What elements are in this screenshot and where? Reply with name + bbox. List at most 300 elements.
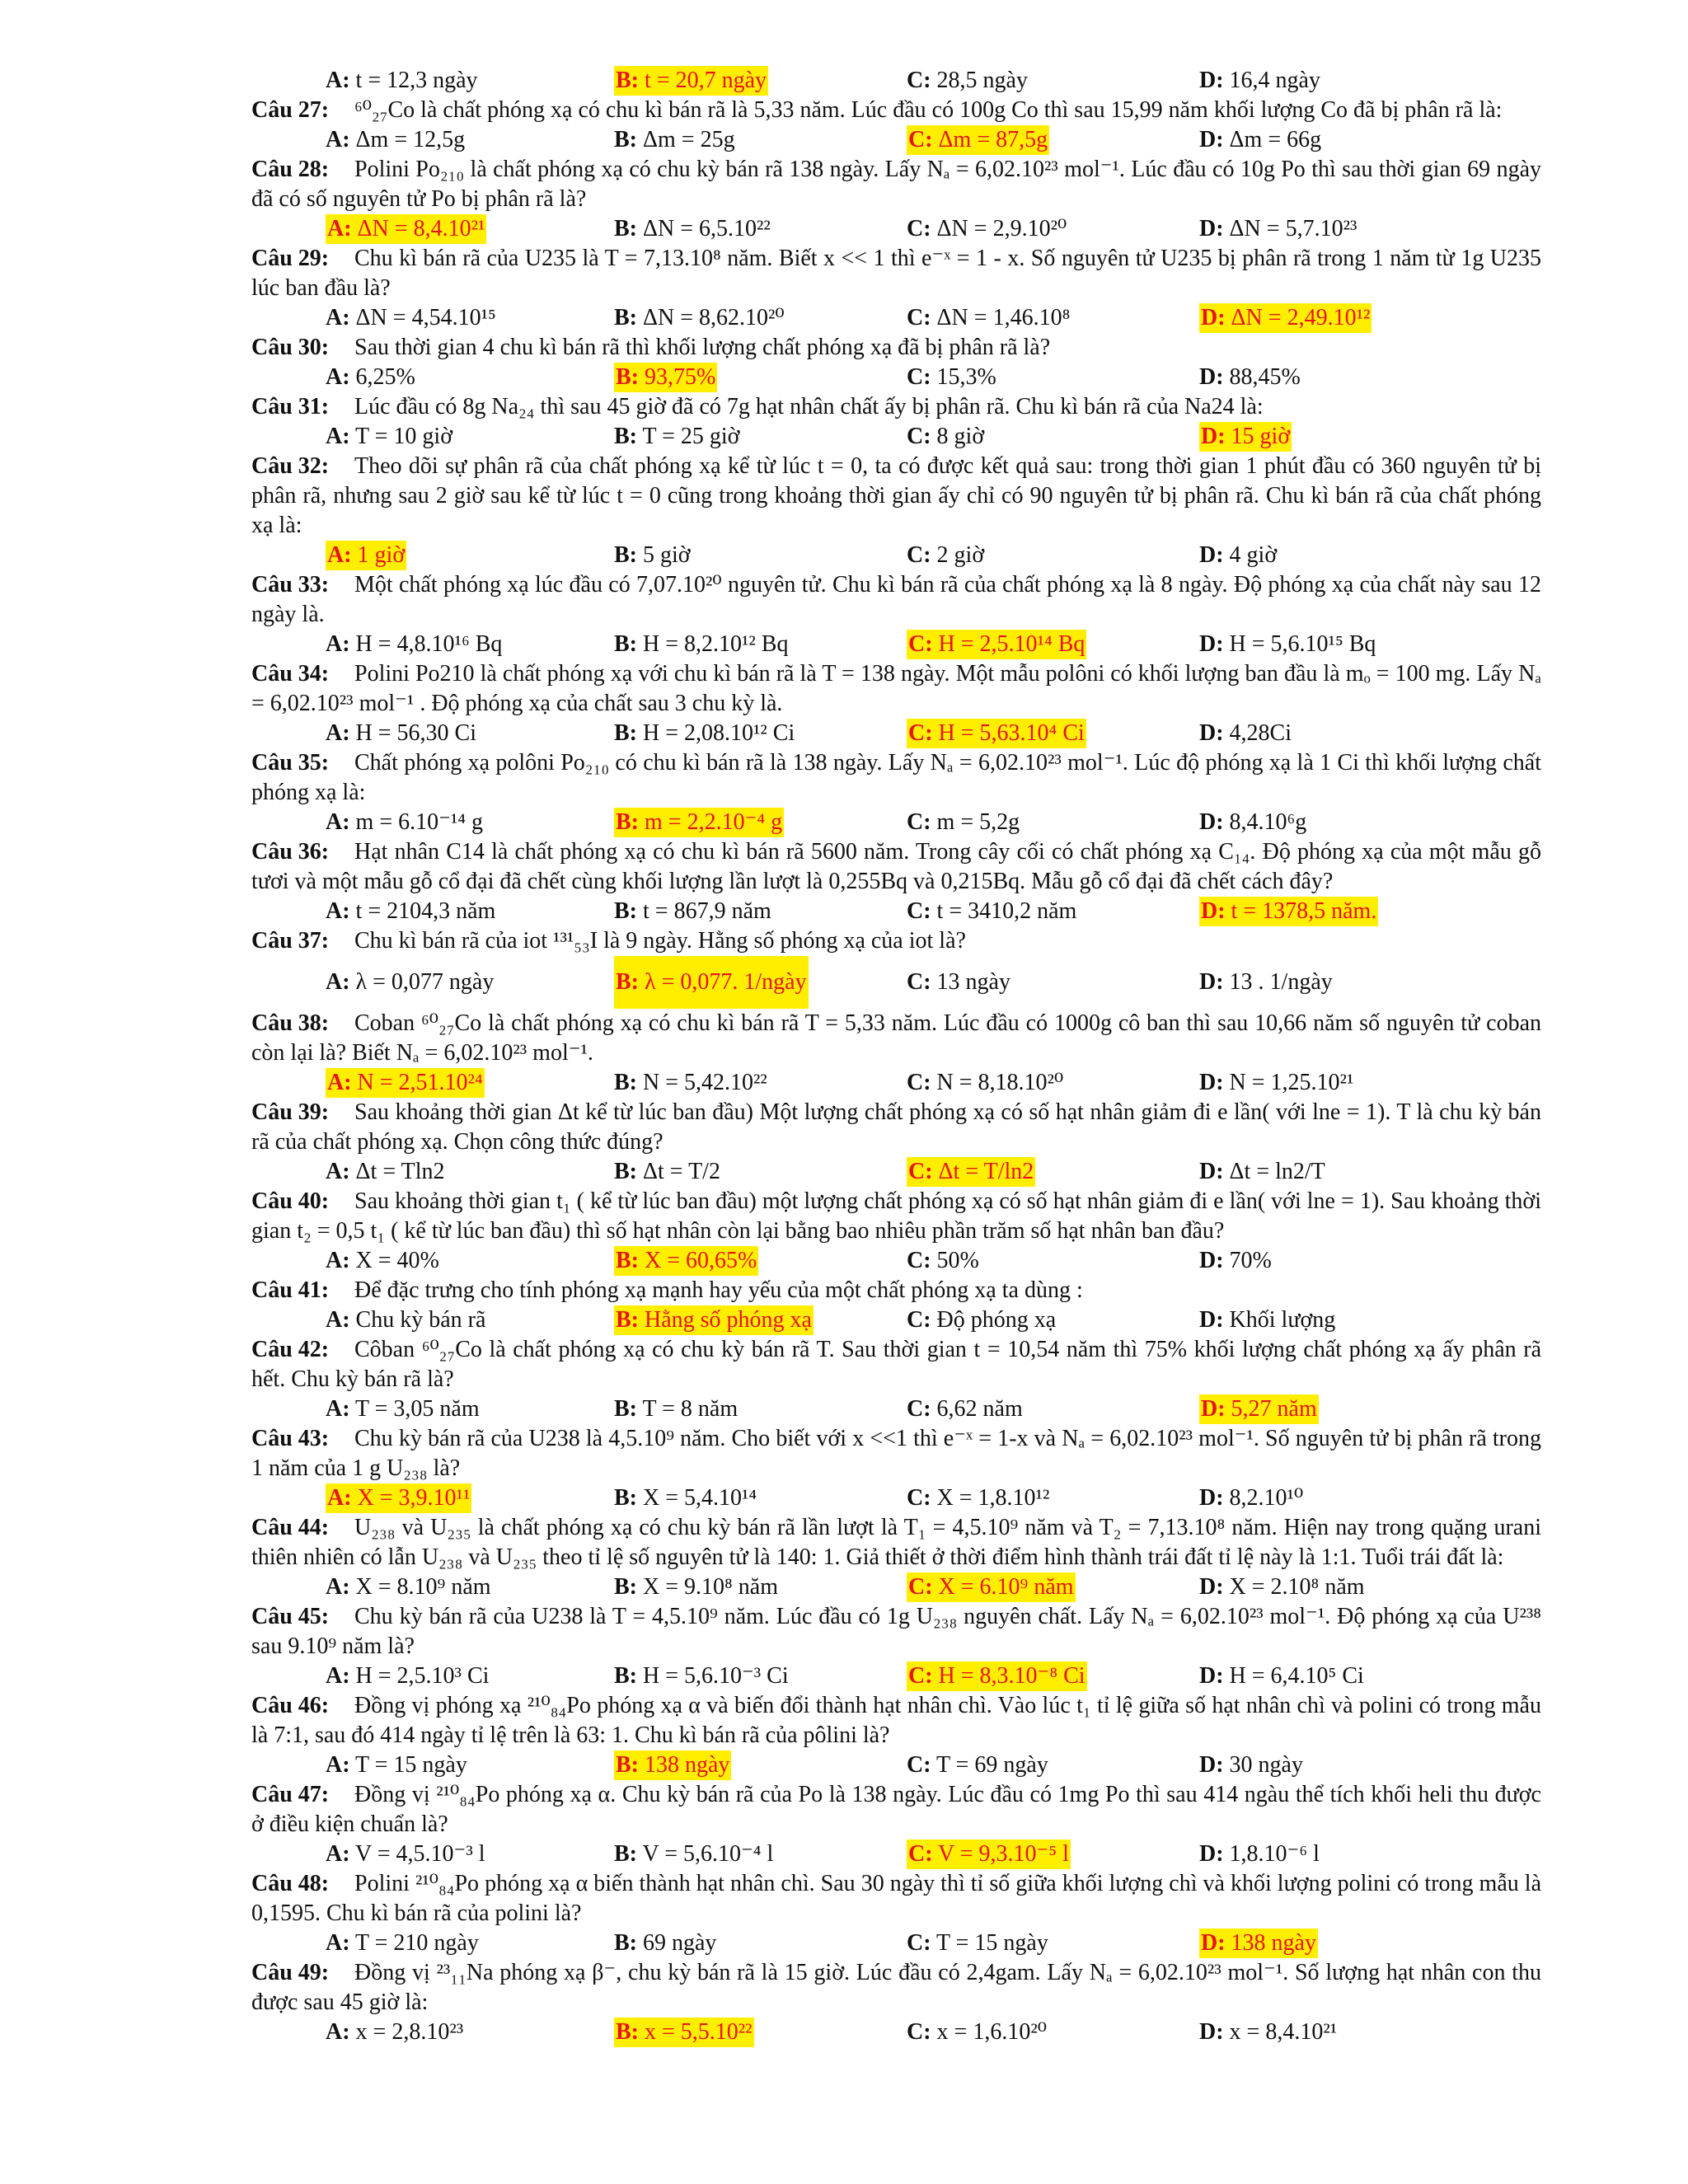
option-letter: C: <box>908 720 933 746</box>
option-text: t = 1378,5 năm. <box>1231 898 1377 924</box>
option-letter: C: <box>907 1070 931 1095</box>
question-number: Câu 27: <box>251 97 330 123</box>
option-letter: B: <box>614 1574 637 1600</box>
question-text: Coban ⁶⁰₂₇Co là chất phóng xạ có chu kì bán rã T = 5,33 năm. Lúc đầu có 1000g cô ban thì sau 10,66 năm số nguyên tử coban còn lại là? Biết Nₐ = 6,02.10²³ mol⁻¹. <box>251 1010 1541 1066</box>
question <box>251 1869 1541 1929</box>
option-letter: A: <box>326 1574 350 1600</box>
option-letter: B: <box>616 809 639 835</box>
answer-option <box>1199 363 1301 392</box>
answer-option <box>614 1929 716 1958</box>
option-text: Δt = ln2/T <box>1229 1159 1325 1184</box>
option-letter: B: <box>614 1396 637 1422</box>
answer-option <box>907 1929 1048 1958</box>
option-letter: D: <box>1199 1485 1224 1511</box>
answer-option <box>907 1246 979 1276</box>
answer-option <box>1199 1483 1303 1513</box>
question <box>251 748 1541 808</box>
option-text: Khối lượng <box>1229 1307 1336 1333</box>
option-text: 6,62 năm <box>936 1396 1023 1422</box>
answer-option-correct <box>614 1246 758 1276</box>
option-letter: D: <box>1199 969 1224 995</box>
answer-option <box>1199 956 1333 1009</box>
question-text: ⁶⁰₂₇Co là chất phóng xạ có chu kì bán rã là 5,33 năm. Lúc đầu có 100g Co thì sau 15,99 năm khối lượng Co đã bị phân rã là: <box>354 97 1503 123</box>
answer-option <box>614 1661 789 1691</box>
answer-option <box>326 2018 463 2047</box>
answer-options <box>251 719 1541 748</box>
question <box>251 1187 1541 1246</box>
answer-option <box>907 1750 1048 1780</box>
answer-option <box>614 1840 773 1869</box>
answer-option <box>326 1840 485 1869</box>
option-text: ΔN = 5,7.10²³ <box>1229 216 1357 241</box>
answer-option <box>907 897 1076 926</box>
option-text: 93,75% <box>645 364 716 390</box>
option-letter: B: <box>614 631 637 657</box>
question <box>251 1276 1541 1305</box>
option-letter: B: <box>614 542 637 568</box>
answer-option <box>614 1157 720 1187</box>
option-text: X = 9.10⁸ năm <box>643 1574 778 1600</box>
answer-option <box>614 1394 738 1424</box>
answer-option-correct <box>614 2018 754 2047</box>
answer-option <box>1199 2018 1337 2047</box>
option-letter: D: <box>1199 631 1224 657</box>
option-text: X = 60,65% <box>645 1248 757 1273</box>
question <box>251 333 1541 363</box>
answer-option <box>614 897 771 926</box>
question-number: Câu 36: <box>251 839 330 865</box>
option-letter: A: <box>326 1841 350 1867</box>
answer-option-correct <box>614 956 809 1009</box>
question-text: Chu kỳ bán rã của U238 là T = 4,5.10⁹ năm. Lúc đầu có 1g U₂₃₈ nguyên chất. Lấy Nₐ = 6,02.10²³ mol⁻¹. Độ phóng xạ của U²³⁸ sau 9.10⁹ năm là? <box>251 1604 1541 1659</box>
option-letter: B: <box>614 1663 637 1689</box>
answer-option <box>907 1483 1049 1513</box>
answer-option <box>1199 1305 1335 1335</box>
answer-option-correct <box>326 541 406 570</box>
option-text: 28,5 ngày <box>936 68 1028 93</box>
option-text: x = 8,4.10²¹ <box>1229 2019 1338 2045</box>
option-letter: A: <box>326 1159 350 1184</box>
option-letter: C: <box>907 542 931 568</box>
answer-options <box>251 66 1541 96</box>
option-letter: C: <box>907 216 931 241</box>
question-list <box>251 66 1541 2047</box>
answer-option <box>614 1572 778 1602</box>
option-letter: D: <box>1199 364 1224 390</box>
option-letter: D: <box>1199 216 1224 241</box>
option-text: H = 5,63.10⁴ Ci <box>938 720 1085 746</box>
question-text: Chu kỳ bán rã của U238 là 4,5.10⁹ năm. Cho biết với x <<1 thì e⁻ˣ = 1-x và Nₐ = 6,02.10²³ mol⁻¹. Số nguyên tử bị phân rã trong 1 năm của 1 g U₂₃₈ là? <box>251 1426 1541 1481</box>
answer-option <box>1199 1068 1353 1098</box>
answer-option <box>614 303 785 333</box>
option-letter: C: <box>907 1485 931 1511</box>
question-number: Câu 31: <box>251 394 330 419</box>
option-text: T = 210 ngày <box>355 1930 479 1956</box>
option-text: Δm = 25g <box>643 127 735 152</box>
question-number: Câu 49: <box>251 1960 330 1985</box>
option-text: H = 8,3.10⁻⁸ Ci <box>938 1663 1085 1689</box>
answer-option <box>1199 719 1292 748</box>
option-text: Hằng số phóng xạ <box>645 1307 812 1333</box>
answer-option <box>614 214 771 244</box>
question-number: Câu 45: <box>251 1604 330 1629</box>
answer-options <box>251 541 1541 570</box>
option-text: V = 4,5.10⁻³ l <box>355 1841 485 1867</box>
option-letter: B: <box>614 305 637 330</box>
option-text: 5,27 năm <box>1231 1396 1317 1422</box>
question-text: Đồng vị ²³₁₁Na phóng xạ β⁻, chu kỳ bán rã là 15 giờ. Lúc đầu có 2,4gam. Lấy Nₐ = 6,02.10²³ mol⁻¹. Số lượng hạt nhân con thu được sau 45 giờ là: <box>251 1960 1541 2015</box>
option-letter: C: <box>908 1159 933 1184</box>
question <box>251 1602 1541 1661</box>
answer-option <box>1199 1246 1272 1276</box>
option-letter: C: <box>908 1663 933 1689</box>
option-text: X = 2.10⁸ năm <box>1229 1574 1365 1600</box>
answer-option <box>326 422 452 452</box>
question-text: Sau khoảng thời gian t₁ ( kể từ lúc ban đầu) một lượng chất phóng xạ có số hạt nhân giảm đi e lần( với lne = 1). Sau khoảng thời gian t₂ = 0,5 t₁ ( kể từ lúc ban đầu) thì số hạt nhân còn lại bằng bao nhiêu phần trăm số hạt nhân ban đầu? <box>251 1188 1541 1244</box>
option-text: 13 . 1/ngày <box>1229 969 1333 995</box>
option-text: T = 69 ngày <box>936 1752 1048 1778</box>
question <box>251 1098 1541 1157</box>
option-text: 4,28Ci <box>1229 720 1292 746</box>
option-text: N = 8,18.10²⁰ <box>936 1070 1064 1095</box>
option-text: m = 6.10⁻¹⁴ g <box>355 809 484 835</box>
option-text: x = 5,5.10²² <box>645 2019 753 2045</box>
question-number: Câu 40: <box>251 1188 330 1214</box>
option-text: ΔN = 4,54.10¹⁵ <box>355 305 496 330</box>
question-text: Đồng vị phóng xạ ²¹⁰₈₄Po phóng xạ α và biến đổi thành hạt nhân chì. Vào lúc t₁ tỉ lệ giữa số hạt nhân chì và polini có trong mẫu là 7:1, sau đó 414 ngày tỉ lệ trên là 63: 1. Chu kì bán rã của pôlini là? <box>251 1693 1541 1748</box>
option-letter: A: <box>326 631 350 657</box>
option-letter: B: <box>614 1159 637 1184</box>
question <box>251 1009 1541 1068</box>
option-letter: A: <box>326 305 350 330</box>
option-text: 1 giờ <box>357 542 406 568</box>
option-text: 1,8.10⁻⁶ l <box>1229 1841 1320 1867</box>
answer-option <box>1199 808 1306 837</box>
option-letter: B: <box>614 720 637 746</box>
option-letter: C: <box>907 424 931 449</box>
option-text: 8,2.10¹⁰ <box>1229 1485 1304 1511</box>
question <box>251 1513 1541 1572</box>
option-letter: B: <box>614 216 637 241</box>
option-letter: D: <box>1199 1663 1224 1689</box>
answer-options <box>251 1572 1541 1602</box>
option-text: ΔN = 8,4.10²¹ <box>357 216 485 241</box>
option-text: 16,4 ngày <box>1229 68 1320 93</box>
answer-option <box>907 808 1020 837</box>
question-number: Câu 39: <box>251 1099 330 1125</box>
option-text: X = 8.10⁹ năm <box>355 1574 491 1600</box>
answer-options <box>251 808 1541 837</box>
answer-option <box>1199 630 1376 659</box>
answer-option <box>326 125 465 155</box>
option-text: Δt = T/2 <box>643 1159 720 1184</box>
option-letter: D: <box>1199 1307 1224 1333</box>
option-letter: C: <box>908 1841 933 1867</box>
option-text: λ = 0,077 ngày <box>355 969 495 995</box>
question <box>251 1335 1541 1394</box>
question-number: Câu 48: <box>251 1871 330 1896</box>
answer-option-correct <box>326 1483 471 1513</box>
option-text: ΔN = 2,9.10²⁰ <box>936 216 1067 241</box>
answer-options <box>251 214 1541 244</box>
option-letter: A: <box>326 809 350 835</box>
option-text: 6,25% <box>355 364 415 390</box>
question-text: Chu kì bán rã của iot ¹³¹₅₃I là 9 ngày. Hằng số phóng xạ của iot là? <box>354 928 966 954</box>
option-text: t = 12,3 ngày <box>355 68 478 93</box>
option-letter: C: <box>908 1574 933 1600</box>
answer-option-correct <box>1199 422 1292 452</box>
option-text: 5 giờ <box>643 542 691 568</box>
answer-option <box>614 1483 757 1513</box>
question <box>251 1958 1541 2018</box>
answer-option <box>1199 541 1277 570</box>
option-letter: A: <box>326 1307 350 1333</box>
option-text: 8,4.10⁶g <box>1229 809 1307 835</box>
question-text: Sau thời gian 4 chu kì bán rã thì khối lượng chất phóng xạ đã bị phân rã là? <box>354 335 1051 360</box>
option-text: H = 6,4.10⁵ Ci <box>1229 1663 1364 1689</box>
answer-option <box>326 808 483 837</box>
option-text: Δm = 66g <box>1229 127 1322 152</box>
option-letter: D: <box>1199 1841 1224 1867</box>
question-number: Câu 33: <box>251 572 330 598</box>
option-text: 88,45% <box>1229 364 1301 390</box>
option-text: 138 ngày <box>1231 1930 1316 1956</box>
option-letter: D: <box>1199 1574 1224 1600</box>
answer-option <box>326 1305 485 1335</box>
answer-option <box>907 363 996 392</box>
question <box>251 392 1541 422</box>
answer-option <box>326 1572 491 1602</box>
answer-options <box>251 630 1541 659</box>
answer-option-correct <box>614 808 784 837</box>
option-text: H = 5,6.10¹⁵ Bq <box>1229 631 1376 657</box>
option-letter: C: <box>907 1396 931 1422</box>
option-letter: B: <box>616 1752 639 1778</box>
answer-option <box>907 66 1028 96</box>
option-letter: D: <box>1201 424 1226 449</box>
answer-option-correct <box>1199 897 1378 926</box>
option-text: Δm = 12,5g <box>355 127 466 152</box>
option-text: V = 9,3.10⁻⁵ l <box>938 1841 1069 1867</box>
option-text: 69 ngày <box>643 1930 717 1956</box>
option-letter: D: <box>1201 898 1226 924</box>
answer-option <box>907 303 1070 333</box>
answer-option-correct <box>907 630 1086 659</box>
question-text: Sau khoảng thời gian Δt kể từ lúc ban đầu) Một lượng chất phóng xạ có số hạt nhân giảm đi e lần( với lne = 1). T là chu kỳ bán rã của chất phóng xạ. Chọn công thức đúng? <box>251 1099 1541 1155</box>
question <box>251 1780 1541 1840</box>
answer-option-correct <box>326 1068 485 1098</box>
answer-option-correct <box>614 363 717 392</box>
answer-option <box>326 956 494 1009</box>
option-letter: C: <box>907 898 931 924</box>
answer-option-correct <box>907 1572 1076 1602</box>
question-number: Câu 35: <box>251 750 330 776</box>
option-text: T = 3,05 năm <box>355 1396 480 1422</box>
option-text: T = 15 ngày <box>936 1930 1048 1956</box>
question-number: Câu 30: <box>251 335 330 360</box>
question-text: Polini Po₂₁₀ là chất phóng xạ có chu kỳ bán rã 138 ngày. Lấy Nₐ = 6,02.10²³ mol⁻¹. Lúc đầu có 10g Po thì sau thời gian 69 ngày đã có số nguyên tử Po bị phân rã là? <box>251 157 1541 212</box>
answer-options <box>251 1840 1541 1869</box>
answer-option <box>1199 214 1357 244</box>
option-letter: A: <box>326 898 350 924</box>
answer-option <box>326 303 496 333</box>
answer-option <box>907 422 984 452</box>
option-text: ΔN = 8,62.10²⁰ <box>643 305 785 330</box>
option-text: Độ phóng xạ <box>936 1307 1057 1333</box>
option-letter: C: <box>907 68 931 93</box>
option-letter: C: <box>907 364 931 390</box>
option-letter: A: <box>326 1396 350 1422</box>
option-letter: A: <box>326 969 350 995</box>
answer-option-correct <box>907 719 1086 748</box>
question-text: Côban ⁶⁰₂₇Co là chất phóng xạ có chu kỳ bán rã T. Sau thời gian t = 10,54 năm thì 75% khối lượng chất phóng xạ ấy phân rã hết. Chu kỳ bán rã là? <box>251 1337 1541 1392</box>
answer-option <box>326 1246 439 1276</box>
answer-options <box>251 2018 1541 2047</box>
option-text: x = 1,6.10²⁰ <box>936 2019 1047 2045</box>
question-number: Câu 47: <box>251 1782 330 1807</box>
option-text: V = 5,6.10⁻⁴ l <box>642 1841 774 1867</box>
answer-option <box>614 422 739 452</box>
question-text: Polini ²¹⁰₈₄Po phóng xạ α biến thành hạt nhân chì. Sau 30 ngày thì tỉ số giữa khối lượng chì và khối lượng polini có trong mẫu là 0,1595. Chu kì bán rã của polini là? <box>251 1871 1541 1926</box>
option-text: 138 ngày <box>645 1752 730 1778</box>
option-letter: A: <box>326 424 350 449</box>
option-letter: D: <box>1199 127 1224 152</box>
option-text: 15,3% <box>936 364 996 390</box>
answer-options <box>251 363 1541 392</box>
answer-option <box>907 1305 1056 1335</box>
question-number: Câu 46: <box>251 1693 330 1718</box>
option-text: N = 5,42.10²² <box>643 1070 767 1095</box>
answer-option <box>326 897 495 926</box>
option-text: T = 25 giờ <box>642 424 740 449</box>
option-letter: B: <box>616 364 639 390</box>
answer-option <box>326 66 478 96</box>
answer-option-correct <box>1199 1394 1319 1424</box>
answer-option <box>614 1068 767 1098</box>
question <box>251 1691 1541 1750</box>
option-letter: D: <box>1199 1248 1224 1273</box>
answer-option <box>326 1157 445 1187</box>
option-letter: C: <box>907 1307 931 1333</box>
option-text: 30 ngày <box>1229 1752 1303 1778</box>
option-letter: B: <box>616 68 639 93</box>
answer-option <box>326 1394 480 1424</box>
question-number: Câu 34: <box>251 661 330 687</box>
question <box>251 1424 1541 1483</box>
answer-options <box>251 1305 1541 1335</box>
question-number: Câu 38: <box>251 1010 330 1036</box>
question-number: Câu 32: <box>251 453 330 479</box>
question-text: Một chất phóng xạ lúc đầu có 7,07.10²⁰ nguyên tử. Chu kì bán rã của chất phóng xạ là 8 ngày. Độ phóng xạ của chất này sau 12 ngày là. <box>251 572 1541 627</box>
option-letter: B: <box>614 898 637 924</box>
question-text: Chu kì bán rã của U235 là T = 7,13.10⁸ năm. Biết x << 1 thì e⁻ˣ = 1 - x. Số nguyên tử U235 bị phân rã trong 1 năm từ 1g U235 lúc ban đầu là? <box>251 246 1541 301</box>
option-letter: A: <box>326 1663 350 1689</box>
option-letter: A: <box>326 68 350 93</box>
option-text: m = 2,2.10⁻⁴ g <box>645 809 783 835</box>
question-number: Câu 41: <box>251 1277 330 1303</box>
option-letter: B: <box>614 1485 637 1511</box>
option-letter: D: <box>1199 542 1224 568</box>
answer-option <box>1199 1750 1303 1780</box>
option-letter: B: <box>614 1070 637 1095</box>
option-letter: D: <box>1199 1752 1224 1778</box>
option-letter: C: <box>907 969 931 995</box>
option-text: H = 2,5.10³ Ci <box>355 1663 490 1689</box>
question <box>251 244 1541 303</box>
answer-options <box>251 1483 1541 1513</box>
option-text: H = 2,5.10¹⁴ Bq <box>938 631 1085 657</box>
option-text: T = 10 giờ <box>355 424 453 449</box>
option-text: X = 3,9.10¹¹ <box>357 1485 471 1511</box>
question-number: Câu 42: <box>251 1337 330 1362</box>
option-letter: B: <box>614 424 637 449</box>
option-letter: A: <box>326 1930 350 1956</box>
option-letter: B: <box>614 1930 637 1956</box>
option-text: X = 40% <box>355 1248 439 1273</box>
option-text: 50% <box>936 1248 979 1273</box>
option-letter: D: <box>1199 2019 1224 2045</box>
answer-option <box>907 1394 1023 1424</box>
answer-option-correct <box>326 214 486 244</box>
answer-options <box>251 422 1541 452</box>
answer-options <box>251 1246 1541 1276</box>
question-text: Đồng vị ²¹⁰₈₄Po phóng xạ α. Chu kỳ bán rã của Po là 138 ngày. Lúc đầu có 1mg Po thì sau 414 ngàu thể tích khối heli thu được ở điều kiện chuẩn là? <box>251 1782 1541 1837</box>
answer-option-correct <box>907 1157 1035 1187</box>
option-letter: D: <box>1199 809 1224 835</box>
option-letter: A: <box>327 542 352 568</box>
question <box>251 659 1541 719</box>
answer-option <box>907 214 1067 244</box>
option-text: 13 ngày <box>936 969 1010 995</box>
answer-option <box>614 630 788 659</box>
option-letter: D: <box>1201 1930 1226 1956</box>
answer-option <box>326 630 502 659</box>
answer-option-correct <box>1199 303 1372 333</box>
answer-option <box>614 719 795 748</box>
option-text: ΔN = 6,5.10²² <box>643 216 771 241</box>
answer-option <box>907 1068 1063 1098</box>
question <box>251 452 1541 541</box>
option-text: X = 5,4.10¹⁴ <box>643 1485 757 1511</box>
answer-option <box>907 2018 1047 2047</box>
option-letter: A: <box>327 216 352 241</box>
option-letter: B: <box>616 2019 639 2045</box>
question-text: U₂₃₈ và U₂₃₅ là chất phóng xạ có chu kỳ bán rã lần lượt là T₁ = 4,5.10⁹ năm và T₂ = 7,13.10⁸ năm. Hiện nay trong quặng urani thiên nhiên có lẫn U₂₃₈ và U₂₃₅ theo tỉ lệ số nguyên tử là 140: 1. Giả thiết ở thời điểm hình thành trái đất tỉ lệ này là 1:1. Tuổi trái đất là: <box>251 1515 1541 1570</box>
option-letter: A: <box>326 720 350 746</box>
option-letter: D: <box>1199 68 1224 93</box>
option-text: N = 2,51.10²⁴ <box>357 1070 483 1095</box>
option-letter: D: <box>1201 305 1226 330</box>
option-text: λ = 0,077. 1/ngày <box>645 969 807 995</box>
answer-options <box>251 303 1541 333</box>
option-letter: A: <box>326 2019 350 2045</box>
answer-option <box>1199 1157 1325 1187</box>
question-text: Theo dõi sự phân rã của chất phóng xạ kể từ lúc t = 0, ta có được kết quả sau: trong thời gian 1 phút đầu có 360 nguyên tử bị phân rã, nhưng sau 2 giờ sau kể từ lúc t = 0 cũng trong khoảng thời gian ấy chỉ có 90 nguyên tử bị phân rã. Chu kì bán rã của chất phóng xạ là: <box>251 453 1541 538</box>
option-text: 8 giờ <box>936 424 985 449</box>
answer-option <box>326 363 415 392</box>
option-text: 2 giờ <box>936 542 985 568</box>
question <box>251 155 1541 214</box>
option-letter: B: <box>616 969 639 995</box>
answer-option <box>1199 125 1321 155</box>
answer-option <box>907 541 984 570</box>
answer-options <box>251 1750 1541 1780</box>
answer-option-correct <box>1199 1929 1318 1958</box>
question-text: Polini Po210 là chất phóng xạ với chu kì bán rã là T = 138 ngày. Một mẫu polôni có khối lượng ban đầu là mₒ = 100 mg. Lấy Nₐ = 6,02.10²³ mol⁻¹ . Độ phóng xạ của chất sau 3 chu kỳ là. <box>251 661 1541 716</box>
option-text: m = 5,2g <box>936 809 1020 835</box>
answer-option-correct <box>907 1840 1071 1869</box>
question-number: Câu 29: <box>251 246 330 271</box>
